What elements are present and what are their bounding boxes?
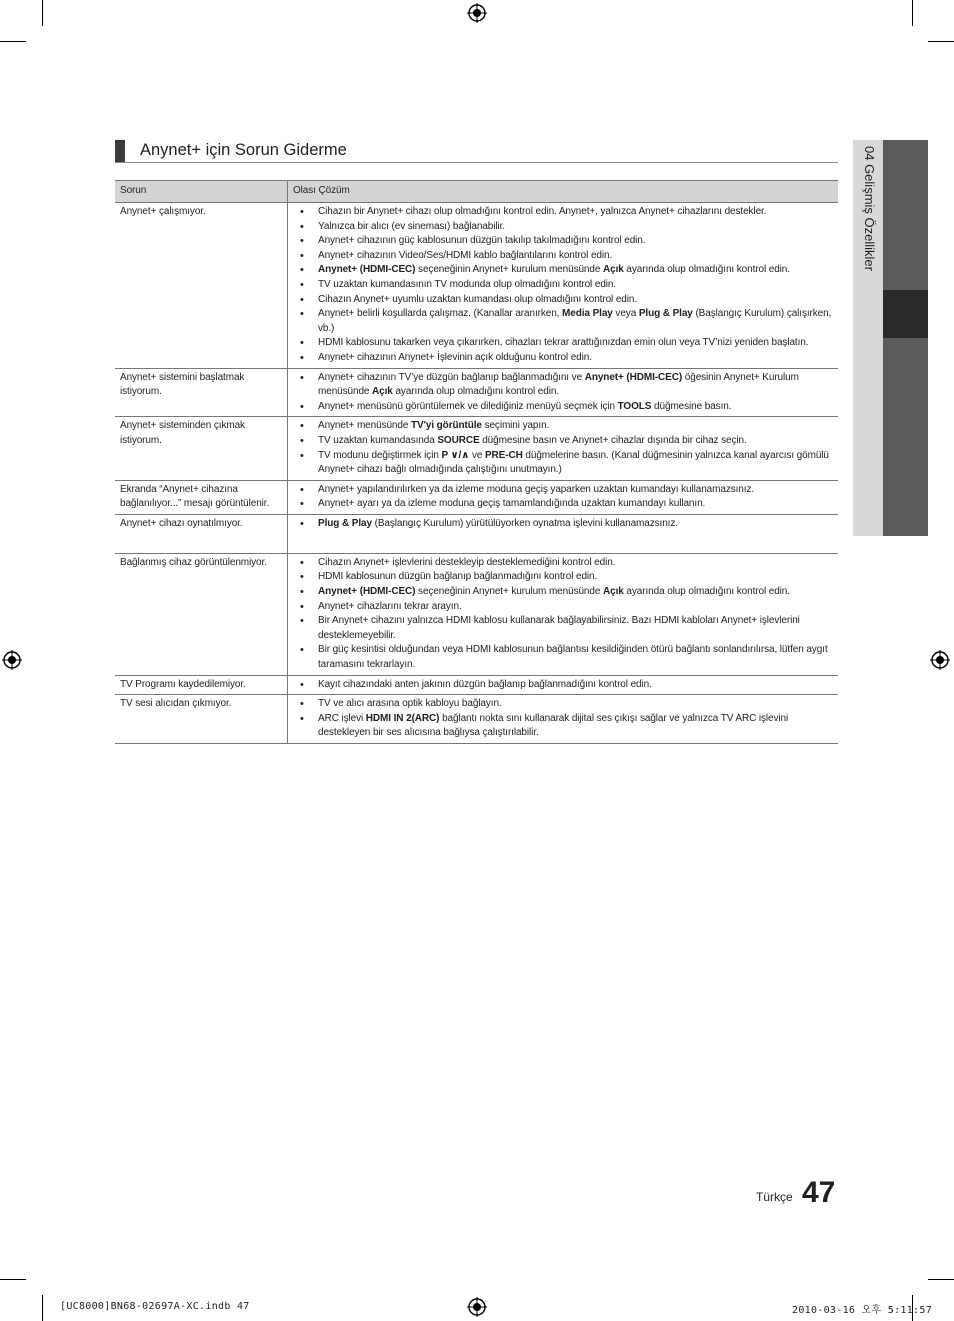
solution-text: Anynet+ cihazının güç kablosunun düzgün takılıp takılmadığını kontrol edin.	[318, 235, 646, 247]
solution-item	[288, 449, 833, 478]
solution-emphasis: PRE-CH	[484, 449, 523, 461]
solution-item	[288, 263, 833, 278]
solution-text: (Başlangıç Kurulum) çalışırken, vb.)	[318, 308, 832, 334]
solution-item	[288, 614, 833, 643]
solution-item	[288, 351, 833, 366]
solution-text: TV uzaktan kumandasında	[318, 434, 438, 446]
solution-item	[288, 400, 833, 415]
solution-item	[288, 497, 833, 512]
registration-mark-icon	[930, 650, 950, 670]
table-header-row	[115, 181, 838, 203]
solution-cell	[288, 514, 839, 553]
solution-item	[288, 205, 833, 220]
problem-cell: Anynet+ çalışmıyor.	[115, 203, 288, 369]
problem-cell: TV sesi alıcıdan çıkmıyor.	[115, 695, 288, 744]
solution-list	[288, 556, 833, 673]
solution-list	[288, 205, 833, 366]
solution-text: ARC işlevi	[318, 712, 366, 724]
solution-text: ayarında olup olmadığını kontrol edin.	[623, 264, 790, 276]
solution-text: bağlantı nokta sını kullanarak dijital ses çıkışı sağlar ve yalnızca TV ARC işlevini destekleyen bir ses alıcısına bağlıysa çalıştırılabilir.	[318, 712, 789, 739]
table-row	[115, 514, 838, 553]
problem-cell: Anynet+ sisteminden çıkmak istiyorum.	[115, 417, 288, 480]
solution-item	[288, 517, 833, 532]
solution-emphasis: Anynet+ (HDMI-CEC)	[584, 371, 683, 383]
solution-cell	[288, 675, 839, 695]
solution-item	[288, 434, 833, 449]
solution-text: Yalnızca bir alıcı (ev sineması) bağlanabilir.	[318, 220, 505, 232]
table-body	[115, 203, 838, 744]
crop-mark-bottom-right-h	[928, 1279, 954, 1280]
solution-item	[288, 678, 833, 693]
solution-item	[288, 293, 833, 308]
solution-text: Cihazın Anynet+ işlevlerini destekleyip desteklemediğini kontrol edin.	[318, 556, 616, 568]
solution-emphasis: TOOLS	[617, 400, 652, 412]
problem-cell: Ekranda “Anynet+ cihazına bağlanılıyor...” mesajı görüntülenir.	[115, 480, 288, 514]
solution-item	[288, 483, 833, 498]
solution-text: düğmesine basın.	[651, 400, 732, 412]
solution-cell	[288, 553, 839, 675]
solution-text: öğesinin Anynet+ Kurulum menüsünde	[318, 371, 799, 398]
chapter-tab-edge	[883, 140, 928, 536]
solution-emphasis: Açık	[603, 586, 624, 598]
crop-mark-top-right-v	[912, 0, 913, 26]
solution-emphasis: Anynet+ (HDMI-CEC)	[318, 264, 416, 276]
section-title: Anynet+ için Sorun Giderme	[140, 141, 347, 159]
solution-text: HDMI kablosunu takarken veya çıkarırken, cihazları tekrar arattığınızdan emin olun veya TV’nizi yeniden başlatın.	[318, 337, 809, 349]
section-title-marker	[115, 140, 125, 162]
crop-mark-bottom-left-h	[0, 1279, 26, 1280]
crop-mark-top-left-v	[42, 0, 43, 26]
chapter-tab-indicator	[883, 290, 928, 338]
solution-item	[288, 307, 833, 336]
solution-cell	[288, 368, 839, 417]
solution-text: Kayıt cihazındaki anten jakının düzgün bağlanıp bağlanmadığını kontrol edin.	[318, 678, 652, 690]
crop-mark-bottom-left-v	[42, 1295, 43, 1321]
solution-item	[288, 249, 833, 264]
registration-mark-icon	[467, 3, 487, 23]
solution-list	[288, 678, 833, 693]
solution-text: Cihazın Anynet+ uyumlu uzaktan kumandası olup olmadığını kontrol edin.	[318, 293, 638, 305]
solution-item	[288, 220, 833, 235]
solution-text: TV uzaktan kumandasının TV modunda olup olmadığını kontrol edin.	[318, 278, 617, 290]
troubleshooting-table	[115, 180, 838, 744]
problem-cell: Bağlanmış cihaz görüntülenmiyor.	[115, 553, 288, 675]
solution-text: düğmesine basın ve Anynet+ cihazlar dışında bir cihaz seçin.	[479, 434, 747, 446]
solution-item	[288, 712, 833, 741]
solution-text: TV modunu değiştirmek için	[318, 449, 442, 461]
solution-text: Anynet+ cihazının Video/Ses/HDMI kablo bağlantılarını kontrol edin.	[318, 249, 613, 261]
column-header-problem: Sorun	[115, 181, 288, 203]
solution-text: Cihazın bir Anynet+ cihazı olup olmadığını kontrol edin. Anynet+, yalnızca Anynet+ cihazlarını destekler.	[318, 206, 767, 217]
solution-text: Anynet+ yapılandırılırken ya da izleme moduna geçiş yaparken uzaktan kumandayı kullanamazsınız.	[318, 483, 755, 495]
print-file-info: [UC8000]BN68-02697A-XC.indb 47	[60, 1301, 250, 1312]
crop-mark-top-left-h	[0, 41, 26, 42]
solution-list	[288, 371, 833, 415]
solution-list	[288, 697, 833, 741]
solution-emphasis: Plug & Play	[318, 517, 372, 529]
solution-text: ve	[469, 449, 485, 461]
solution-text: veya	[612, 308, 639, 320]
table-row	[115, 368, 838, 417]
print-timestamp: 2010-03-16 오후 5:11:57	[792, 1305, 933, 1316]
solution-text: Anynet+ belirli koşullarda çalışmaz. (Kanallar aranırken,	[318, 308, 563, 320]
problem-cell: Anynet+ sistemini başlatmak istiyorum.	[115, 368, 288, 417]
solution-item	[288, 371, 833, 400]
chapter-tab-label: 04 Gelişmiş Özellikler	[862, 146, 877, 271]
column-header-solution: Olası Çözüm	[288, 181, 839, 203]
solution-text: seçimini yapın.	[481, 420, 550, 432]
solution-text: Anynet+ cihazının TV’ye düzgün bağlanıp bağlanmadığını ve	[318, 371, 585, 383]
solution-item	[288, 234, 833, 249]
solution-emphasis: P ∨/∧	[441, 449, 470, 461]
table-row	[115, 480, 838, 514]
solution-cell	[288, 695, 839, 744]
solution-cell	[288, 480, 839, 514]
solution-emphasis: HDMI IN 2(ARC)	[365, 712, 440, 724]
solution-emphasis: TV'yi görüntüle	[411, 420, 482, 432]
page-number: 47	[802, 1176, 836, 1209]
solution-emphasis: Anynet+ (HDMI-CEC)	[318, 586, 416, 598]
solution-item	[288, 643, 833, 672]
solution-text: Anynet+ menüsünde	[318, 420, 411, 432]
solution-emphasis: Plug & Play	[638, 308, 693, 320]
table-row	[115, 417, 838, 480]
solution-item	[288, 419, 833, 434]
table-row	[115, 675, 838, 695]
solution-cell	[288, 203, 839, 369]
solution-text: seçeneğinin Anynet+ kurulum menüsünde	[415, 264, 603, 276]
solution-emphasis: SOURCE	[437, 434, 480, 446]
table-row	[115, 553, 838, 675]
solution-emphasis: Açık	[603, 264, 624, 276]
crop-mark-top-right-h	[928, 41, 954, 42]
solution-text: seçeneğinin Anynet+ kurulum menüsünde	[415, 586, 603, 598]
solution-item	[288, 600, 833, 615]
solution-item	[288, 336, 833, 351]
solution-text: ayarında olup olmadığını kontrol edin.	[392, 386, 559, 398]
page-language: Türkçe	[756, 1190, 793, 1204]
registration-mark-icon	[467, 1297, 487, 1317]
problem-cell: TV Programı kaydedilemiyor.	[115, 675, 288, 695]
table-row	[115, 695, 838, 744]
problem-cell: Anynet+ cihazı oynatılmıyor.	[115, 514, 288, 553]
solution-cell	[288, 417, 839, 480]
solution-text: Anynet+ menüsünü görüntülemek ve dilediğiniz menüyü seçmek için	[318, 400, 618, 412]
solution-text: (Başlangıç Kurulum) yürütülüyorken oynatma işlevini kullanamazsınız.	[371, 517, 678, 529]
solution-text: düğmelerine basın. (Kanal düğmesinin yalnızca kanal ayarcısı gömülü Anynet+ cihazı bağlı olmadığında çalıştığını unutmayın.)	[318, 449, 829, 476]
solution-text: Bir Anynet+ cihazını yalnızca HDMI kablosu kullanarak bağlayabilirsiniz. Bazı HDMI kabloları Anynet+ işlevlerini desteklemeyebilir.	[318, 615, 800, 641]
solution-item	[288, 278, 833, 293]
solution-emphasis: Media Play	[562, 308, 613, 320]
title-divider	[115, 162, 838, 163]
solution-item	[288, 556, 833, 571]
solution-item	[288, 585, 833, 600]
solution-text: Anynet+ cihazının Anynet+ İşlevinin açık olduğunu kontrol edin.	[318, 351, 592, 363]
table-row	[115, 203, 838, 369]
solution-list	[288, 483, 833, 512]
solution-text: Anynet+ cihazlarını tekrar arayın.	[318, 600, 462, 612]
solution-list	[288, 419, 833, 477]
registration-mark-icon	[2, 650, 22, 670]
solution-list	[288, 517, 833, 532]
solution-text: TV ve alıcı arasına optik kabloyu bağlayın.	[318, 698, 502, 710]
solution-text: Anynet+ ayarı ya da izleme moduna geçiş tamamlandığında uzaktan kumandayı kullanın.	[318, 498, 706, 510]
solution-item	[288, 570, 833, 585]
solution-text: Bir güç kesintisi olduğundan veya HDMI kablosunun bağlantısı kesildiğinden ötürü bağlantı sonlandırılırsa, lütfen aygıt taramasını tekrarlayın.	[318, 644, 828, 671]
solution-text: HDMI kablosunun düzgün bağlanıp bağlanmadığını kontrol edin.	[318, 571, 598, 583]
solution-text: ayarında olup olmadığını kontrol edin.	[623, 586, 790, 598]
solution-emphasis: Açık	[372, 386, 393, 398]
solution-item	[288, 697, 833, 712]
